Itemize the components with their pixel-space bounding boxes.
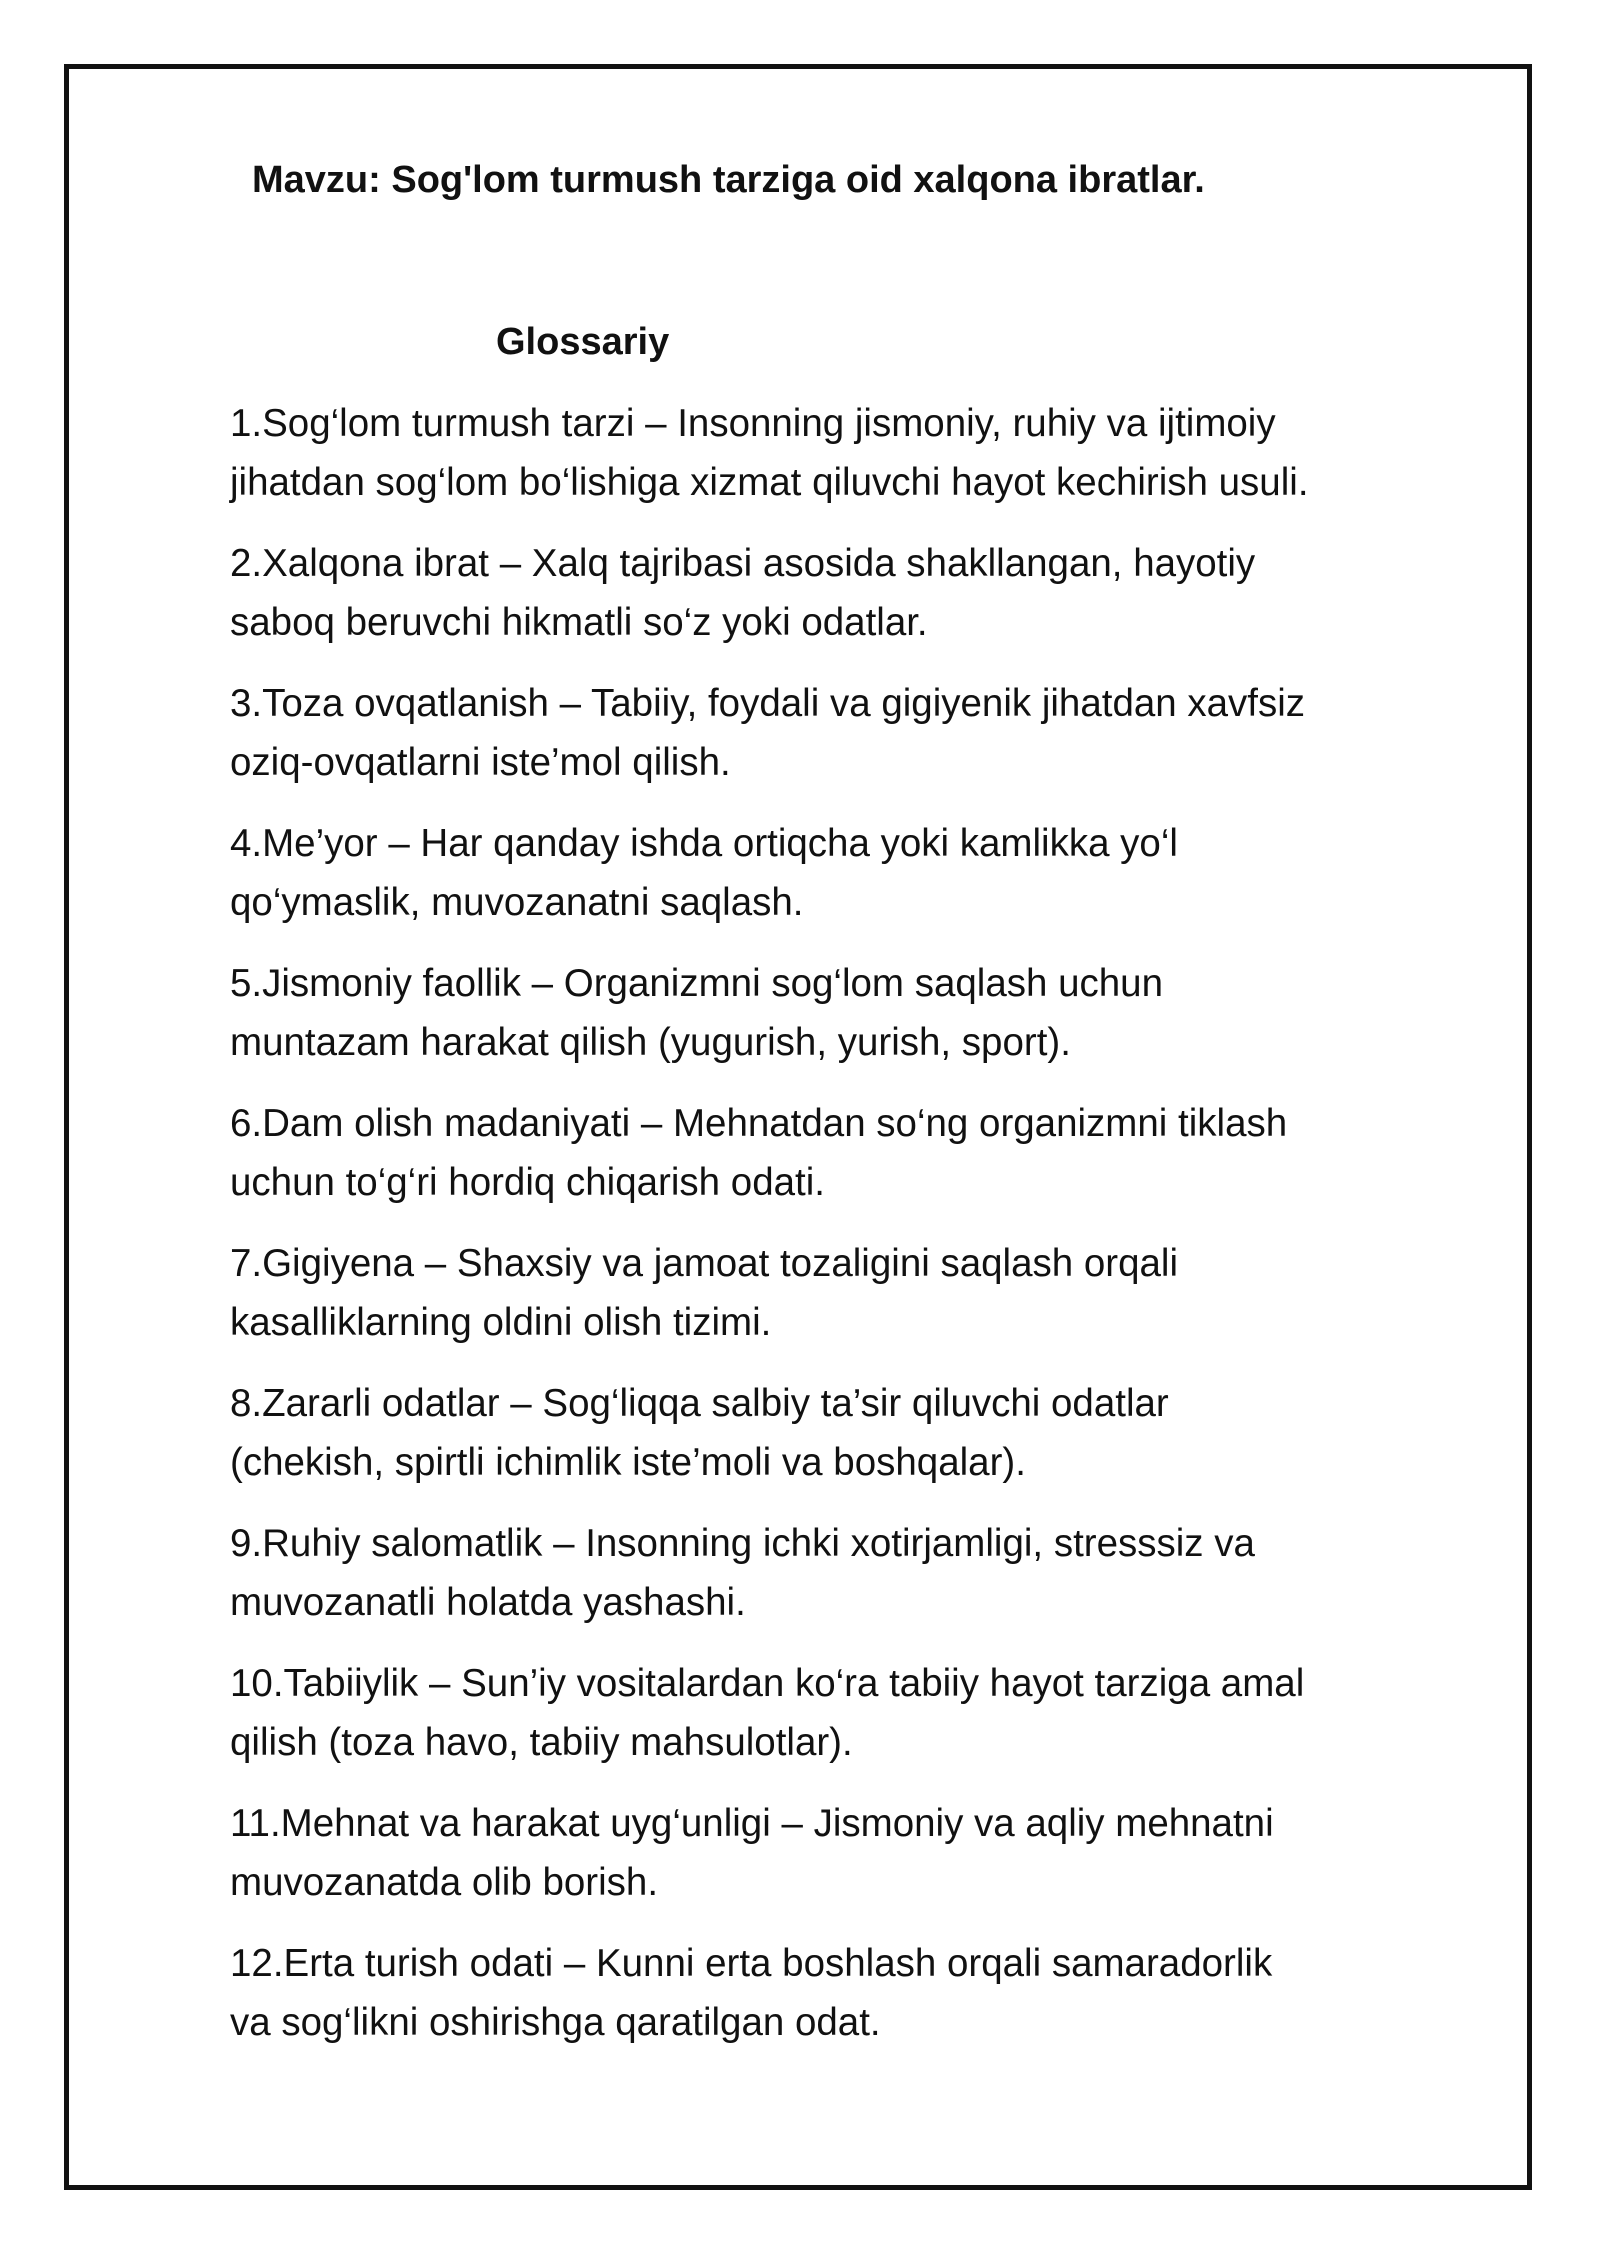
glossary-item (230, 674, 1530, 792)
glossary-item (230, 1514, 1530, 1632)
glossary-item (230, 1374, 1530, 1492)
glossary-item (230, 1654, 1530, 1772)
glossary-item (230, 1934, 1530, 2052)
glossary-item-line: muntazam harakat qilish (yugurish, yurish, sport). (230, 1021, 1071, 1064)
glossary-heading: Glossariy (496, 321, 670, 363)
glossary-item-line: uchun to‘g‘ri hordiq chiqarish odati. (230, 1161, 825, 1204)
glossary-item-line: 8.Zararli odatlar – Sog‘liqqa salbiy ta’sir qiluvchi odatlar (230, 1382, 1169, 1425)
glossary-item-line: qo‘ymaslik, muvozanatni saqlash. (230, 881, 804, 924)
glossary-item-line: 11.Mehnat va harakat uyg‘unligi – Jismoniy va aqliy mehnatni (230, 1802, 1274, 1845)
glossary-item (230, 534, 1530, 652)
glossary-item (230, 1234, 1530, 1352)
glossary-item-line: kasalliklarning oldini olish tizimi. (230, 1301, 772, 1344)
glossary-item-line: 2.Xalqona ibrat – Xalq tajribasi asosida shakllangan, hayotiy (230, 542, 1256, 585)
glossary-item (230, 1794, 1530, 1912)
glossary-item-line: 5.Jismoniy faollik – Organizmni sog‘lom saqlash uchun (230, 962, 1163, 1005)
glossary-item (230, 394, 1530, 512)
glossary-item (230, 814, 1530, 932)
glossary-item-line: saboq beruvchi hikmatli so‘z yoki odatlar. (230, 601, 928, 644)
glossary-item-line: va sog‘likni oshirishga qaratilgan odat. (230, 2001, 881, 2044)
glossary-list (230, 394, 1530, 2074)
glossary-item-line: jihatdan sog‘lom bo‘lishiga xizmat qiluvchi hayot kechirish usuli. (230, 461, 1309, 504)
glossary-item-line: 3.Toza ovqatlanish – Tabiiy, foydali va gigiyenik jihatdan xavfsiz (230, 682, 1306, 725)
glossary-item-line: 9.Ruhiy salomatlik – Insonning ichki xotirjamligi, stresssiz va (230, 1522, 1255, 1565)
glossary-item-line: 1.Sog‘lom turmush tarzi – Insonning jismoniy, ruhiy va ijtimoiy (230, 402, 1276, 445)
glossary-item-line: 6.Dam olish madaniyati – Mehnatdan so‘ng organizmni tiklash (230, 1102, 1288, 1145)
glossary-item-line: 10.Tabiiylik – Sun’iy vositalardan ko‘ra tabiiy hayot tarziga amal (230, 1662, 1305, 1705)
glossary-item-line: 12.Erta turish odati – Kunni erta boshlash orqali samaradorlik (230, 1942, 1273, 1985)
glossary-item (230, 1094, 1530, 1212)
glossary-item (230, 954, 1530, 1072)
glossary-item-line: muvozanatli holatda yashashi. (230, 1581, 746, 1624)
glossary-item-line: (chekish, spirtli ichimlik iste’moli va boshqalar). (230, 1441, 1026, 1484)
document-title: Mavzu: Sog'lom turmush tarziga oid xalqona ibratlar. (252, 159, 1205, 201)
glossary-item-line: muvozanatda olib borish. (230, 1861, 659, 1904)
glossary-item-line: qilish (toza havo, tabiiy mahsulotlar). (230, 1721, 853, 1764)
glossary-item-line: 4.Me’yor – Har qanday ishda ortiqcha yoki kamlikka yo‘l (230, 822, 1178, 865)
glossary-item-line: oziq-ovqatlarni iste’mol qilish. (230, 741, 731, 784)
glossary-item-line: 7.Gigiyena – Shaxsiy va jamoat tozaligini saqlash orqali (230, 1242, 1179, 1285)
